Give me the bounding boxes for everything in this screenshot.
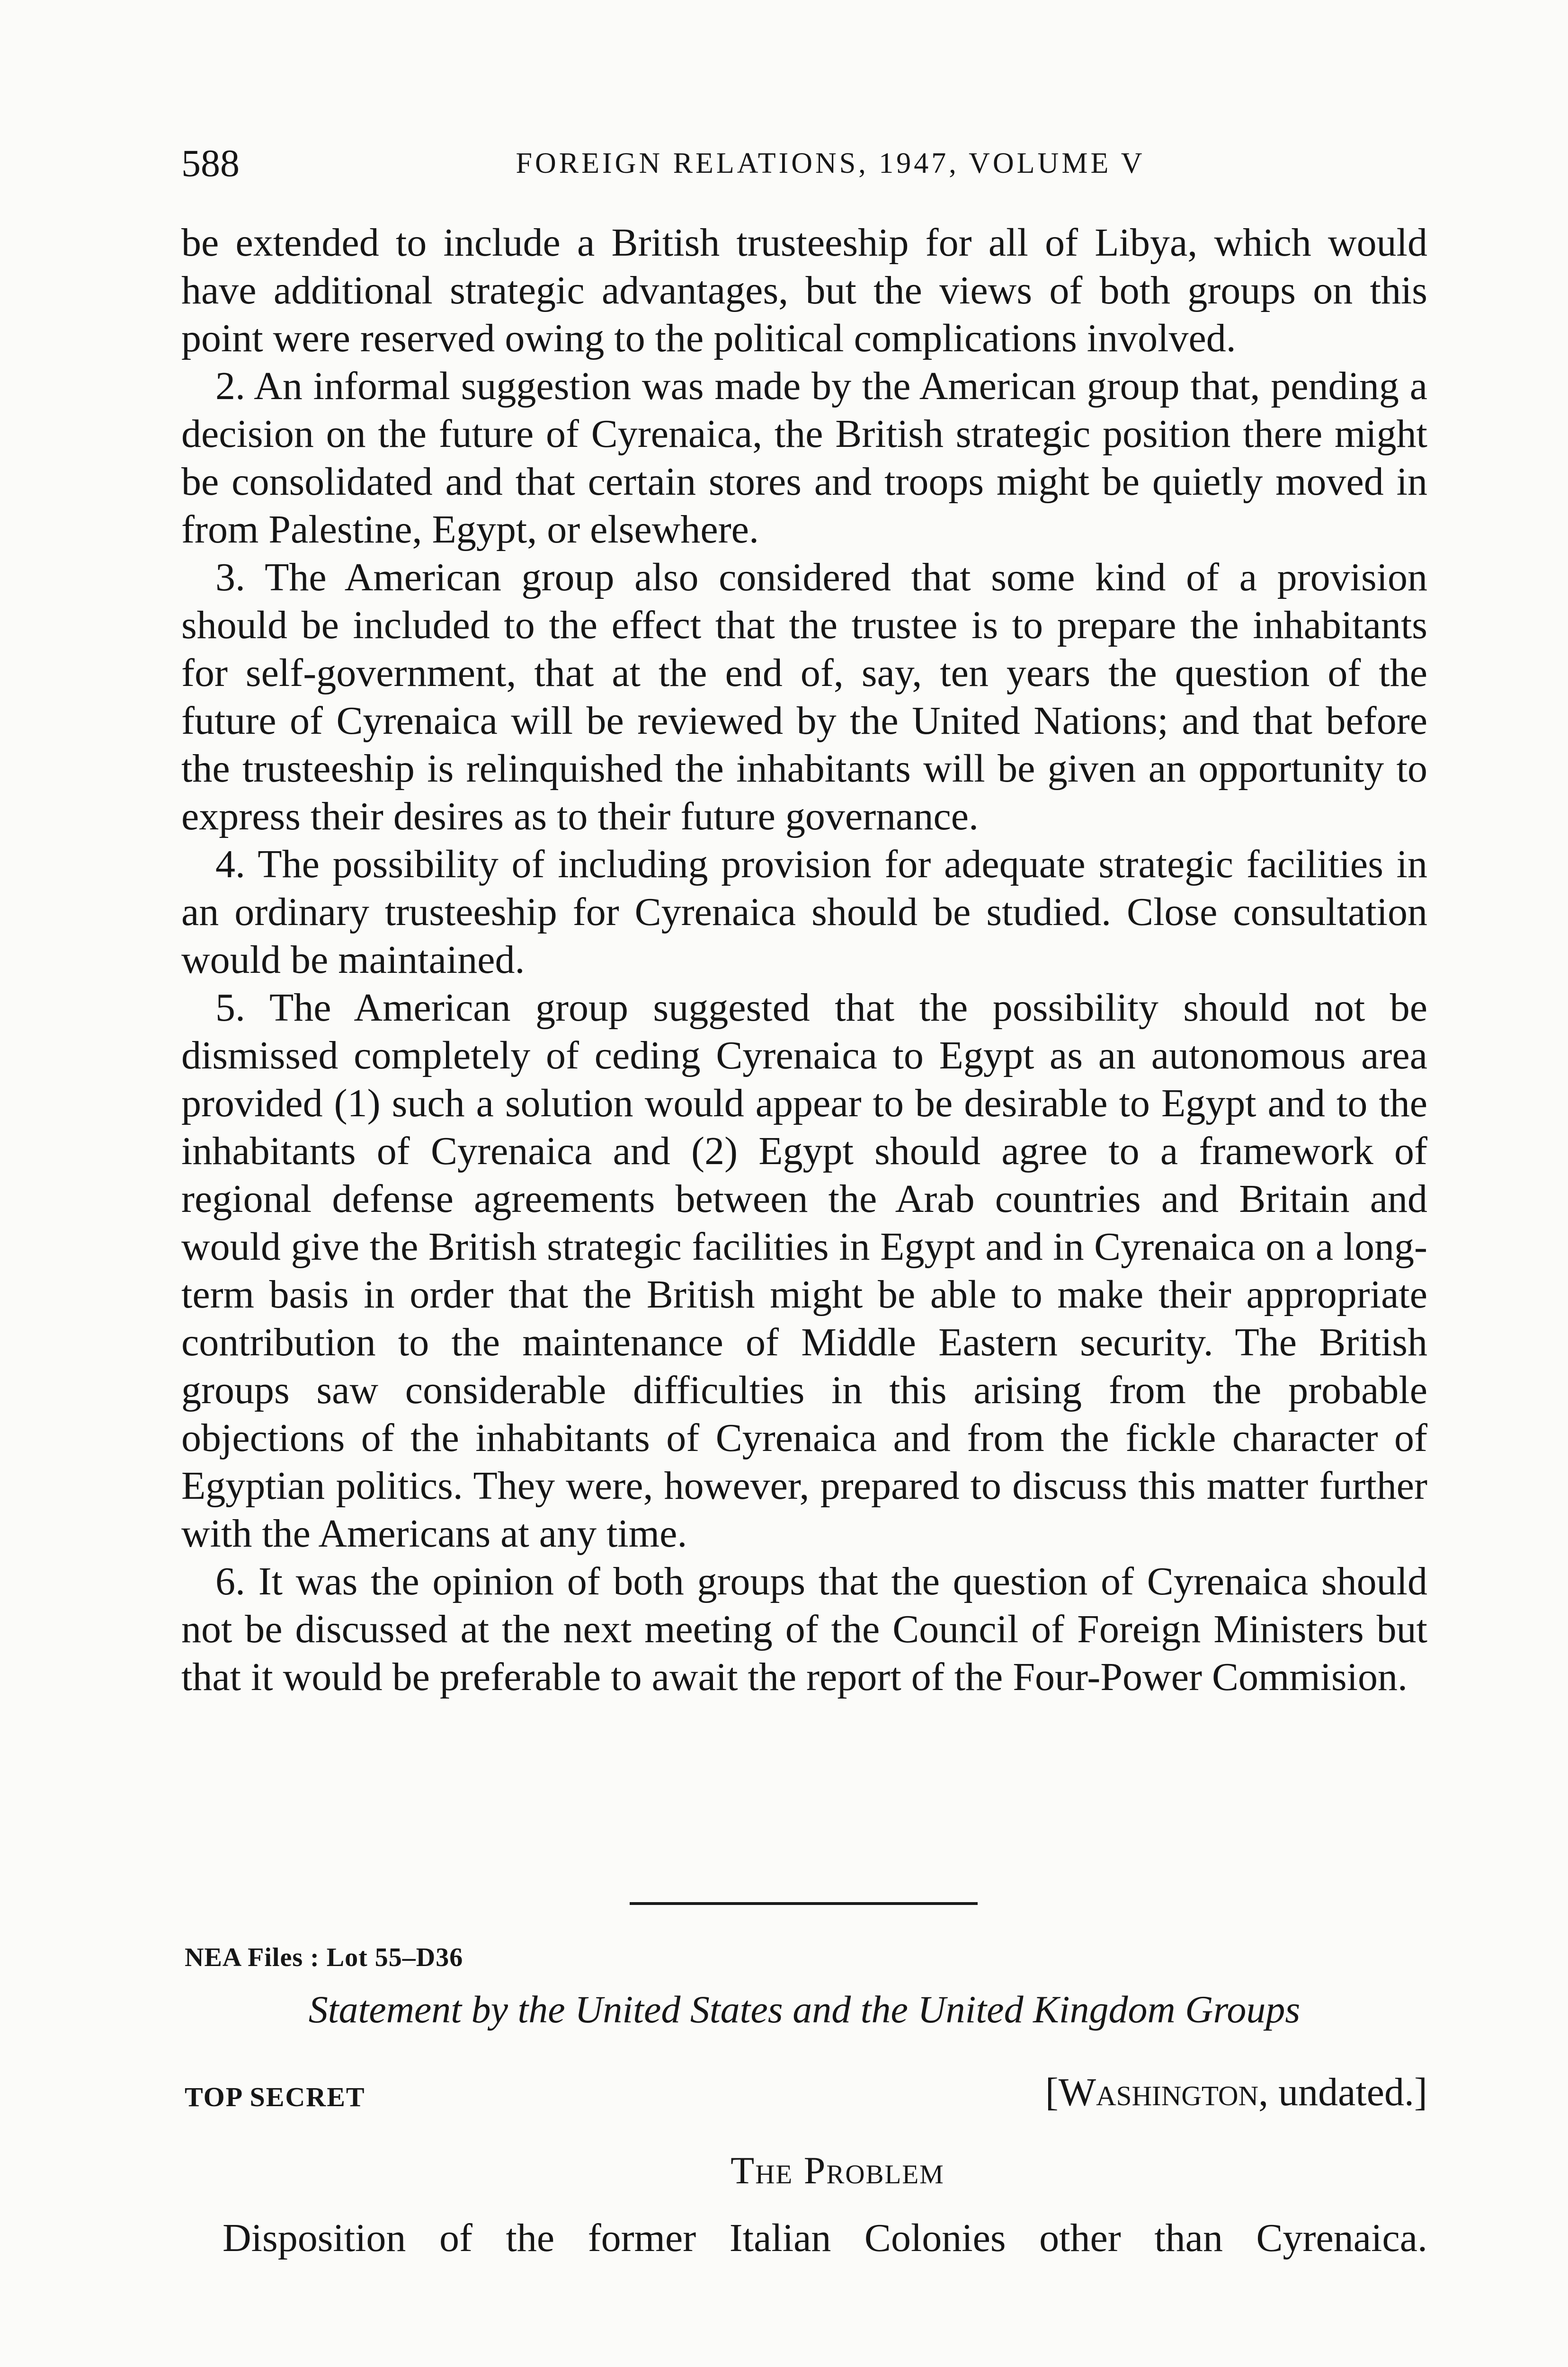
section-divider [630,1902,978,1905]
paragraph-5: 5. The American group suggested that the possibility should not be dismissed completely of ceding Cyrenaica to Egypt as an autonomous area provided (1) such a solution would appear to be desirable to Egypt and to the inhabitants of Cyrenaica and (2) Egypt should agree to a framework of regional defense agreements between the Arab countries and Britain and would give the British strategic facilities in Egypt and in Cyrenaica on a long-term basis in order that the British might be able to make their appropriate contribution to the maintenance of Middle Eastern security. The British groups saw considerable difficulties in this arising from the probable objections of the inhabitants of Cyrenaica and from the fickle character of Egyptian politics. They were, however, prepared to discuss this matter further with the Americans at any time. [181,986,1427,1556]
place-date-place: Washington [1058,2070,1259,2114]
file-reference: NEA Files : Lot 55–D36 [185,1943,463,1972]
page-header [181,137,1427,189]
place-date-rest: , undated.] [1258,2070,1427,2114]
paragraph-2: 2. An informal suggestion was made by the American group that, pending a decision on the future of Cyrenaica, the British strategic position there might be consolidated and that certain stores and troops might be quietly moved in from Palestine, Egypt, or elsewhere. [181,364,1427,552]
body-text [181,219,1427,1701]
paragraph-4: 4. The possibility of including provision for adequate strategic facilities in an ordinary trusteeship for Cyrenaica should be studied. Close consultation would be maintained. [181,842,1427,982]
paragraph-continuation: be extended to include a British trusteeship for all of Libya, which would have additional strategic advantages, but the views of both groups on this point were reserved owing to the political complications involved. [181,221,1427,360]
page-number: 588 [181,142,240,185]
place-date [1045,2066,1427,2118]
paragraph-6: 6. It was the opinion of both groups that the question of Cyrenaica should not be discussed at the next meeting of the Council of Foreign Ministers but that it would be preferable to await the report of the Four-Power Commision. [181,1559,1427,1699]
problem-statement: Disposition of the former Italian Colonies other than Cyrenaica. [223,2216,1427,2260]
running-title: FOREIGN RELATIONS, 1947, VOLUME V [516,147,1145,179]
section-heading: The Problem [731,2149,944,2192]
classification-label: TOP SECRET [185,2082,365,2112]
paragraph-3: 3. The American group also considered that some kind of a provision should be included to the effect that the trustee is to prepare the inhabitants for self-government, that at the end of, say, ten years the question of the future of Cyrenaica will be reviewed by the United Nations; and that before the trusteeship is relinquished the inhabitants will be given an opportunity to express their desires as to their future governance. [181,555,1427,838]
statement-title: Statement by the United States and the United Kingdom Groups [308,1988,1301,2031]
place-date-open-bracket: [ [1045,2070,1059,2114]
